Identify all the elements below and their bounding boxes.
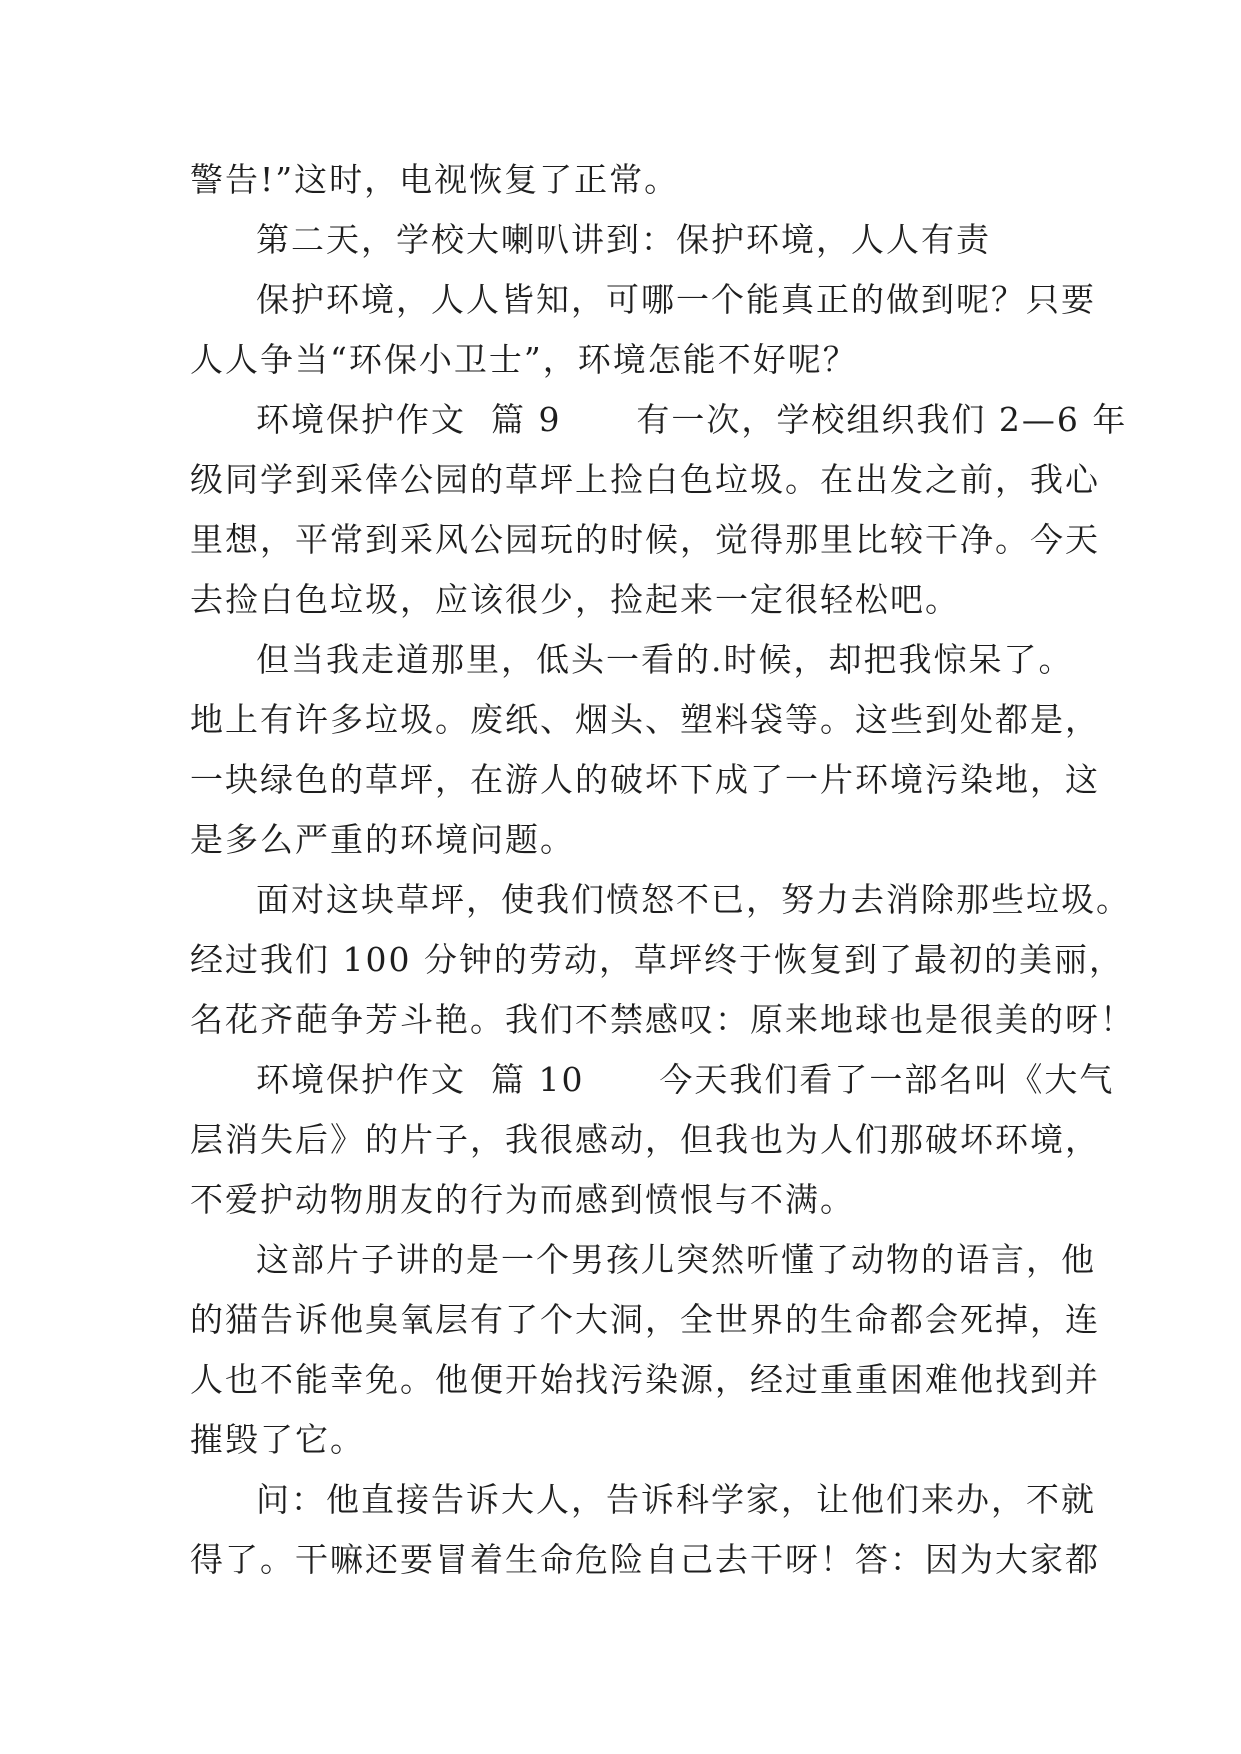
text-line: 经过我们 100 分钟的劳动，草坪终于恢复到了最初的美丽， (190, 940, 1124, 979)
text-line: 地上有许多垃圾。废纸、烟头、塑料袋等。这些到处都是， (190, 700, 1100, 739)
text-line: 面对这块草坪，使我们愤怒不已，努力去消除那些垃圾。 (256, 880, 1131, 919)
text-line: 去捡白色垃圾，应该很少，捡起来一定很轻松吧。 (190, 580, 960, 619)
section-heading-line: 环境保护作文 篇 9 有一次，学校组织我们 2—6 年 (256, 400, 1128, 439)
text-line: 里想，平常到采风公园玩的时候，觉得那里比较干净。今天 (190, 520, 1100, 559)
text-line: 的猫告诉他臭氧层有了个大洞，全世界的生命都会死掉，连 (190, 1300, 1100, 1339)
text-line: 摧毁了它。 (190, 1420, 365, 1459)
text-line: 不爱护动物朋友的行为而感到愤恨与不满。 (190, 1180, 855, 1219)
text-line: 得了。干嘛还要冒着生命危险自己去干呀！答：因为大家都 (190, 1540, 1100, 1579)
text-line: 人也不能幸免。他便开始找污染源，经过重重困难他找到并 (190, 1360, 1100, 1399)
text-line: 级同学到采倖公园的草坪上捡白色垃圾。在出发之前，我心 (190, 460, 1100, 499)
text-line: 一块绿色的草坪，在游人的破坏下成了一片环境污染地，这 (190, 760, 1100, 799)
text-line: 但当我走道那里，低头一看的.时候，却把我惊呆了。 (256, 640, 1074, 679)
text-line: 人人争当“环保小卫士”，环境怎能不好呢？ (190, 340, 858, 379)
text-line: 第二天，学校大喇叭讲到：保护环境，人人有责 (256, 220, 991, 259)
text-line: 问：他直接告诉大人，告诉科学家，让他们来办，不就 (256, 1480, 1096, 1519)
text-line: 警告!”这时，电视恢复了正常。 (190, 160, 680, 199)
document-body (190, 150, 1135, 1590)
text-line: 保护环境，人人皆知，可哪一个能真正的做到呢？只要 (256, 280, 1096, 319)
section-heading-line: 环境保护作文 篇 10 今天我们看了一部名叫《大气 (256, 1060, 1115, 1099)
text-line: 名花齐葩争芳斗艳。我们不禁感叹：原来地球也是很美的呀！ (190, 1000, 1135, 1039)
text-line: 是多么严重的环境问题。 (190, 820, 575, 859)
text-line: 这部片子讲的是一个男孩儿突然听懂了动物的语言，他 (256, 1240, 1096, 1279)
text-line: 层消失后》的片子，我很感动，但我也为人们那破坏环境， (190, 1120, 1100, 1159)
